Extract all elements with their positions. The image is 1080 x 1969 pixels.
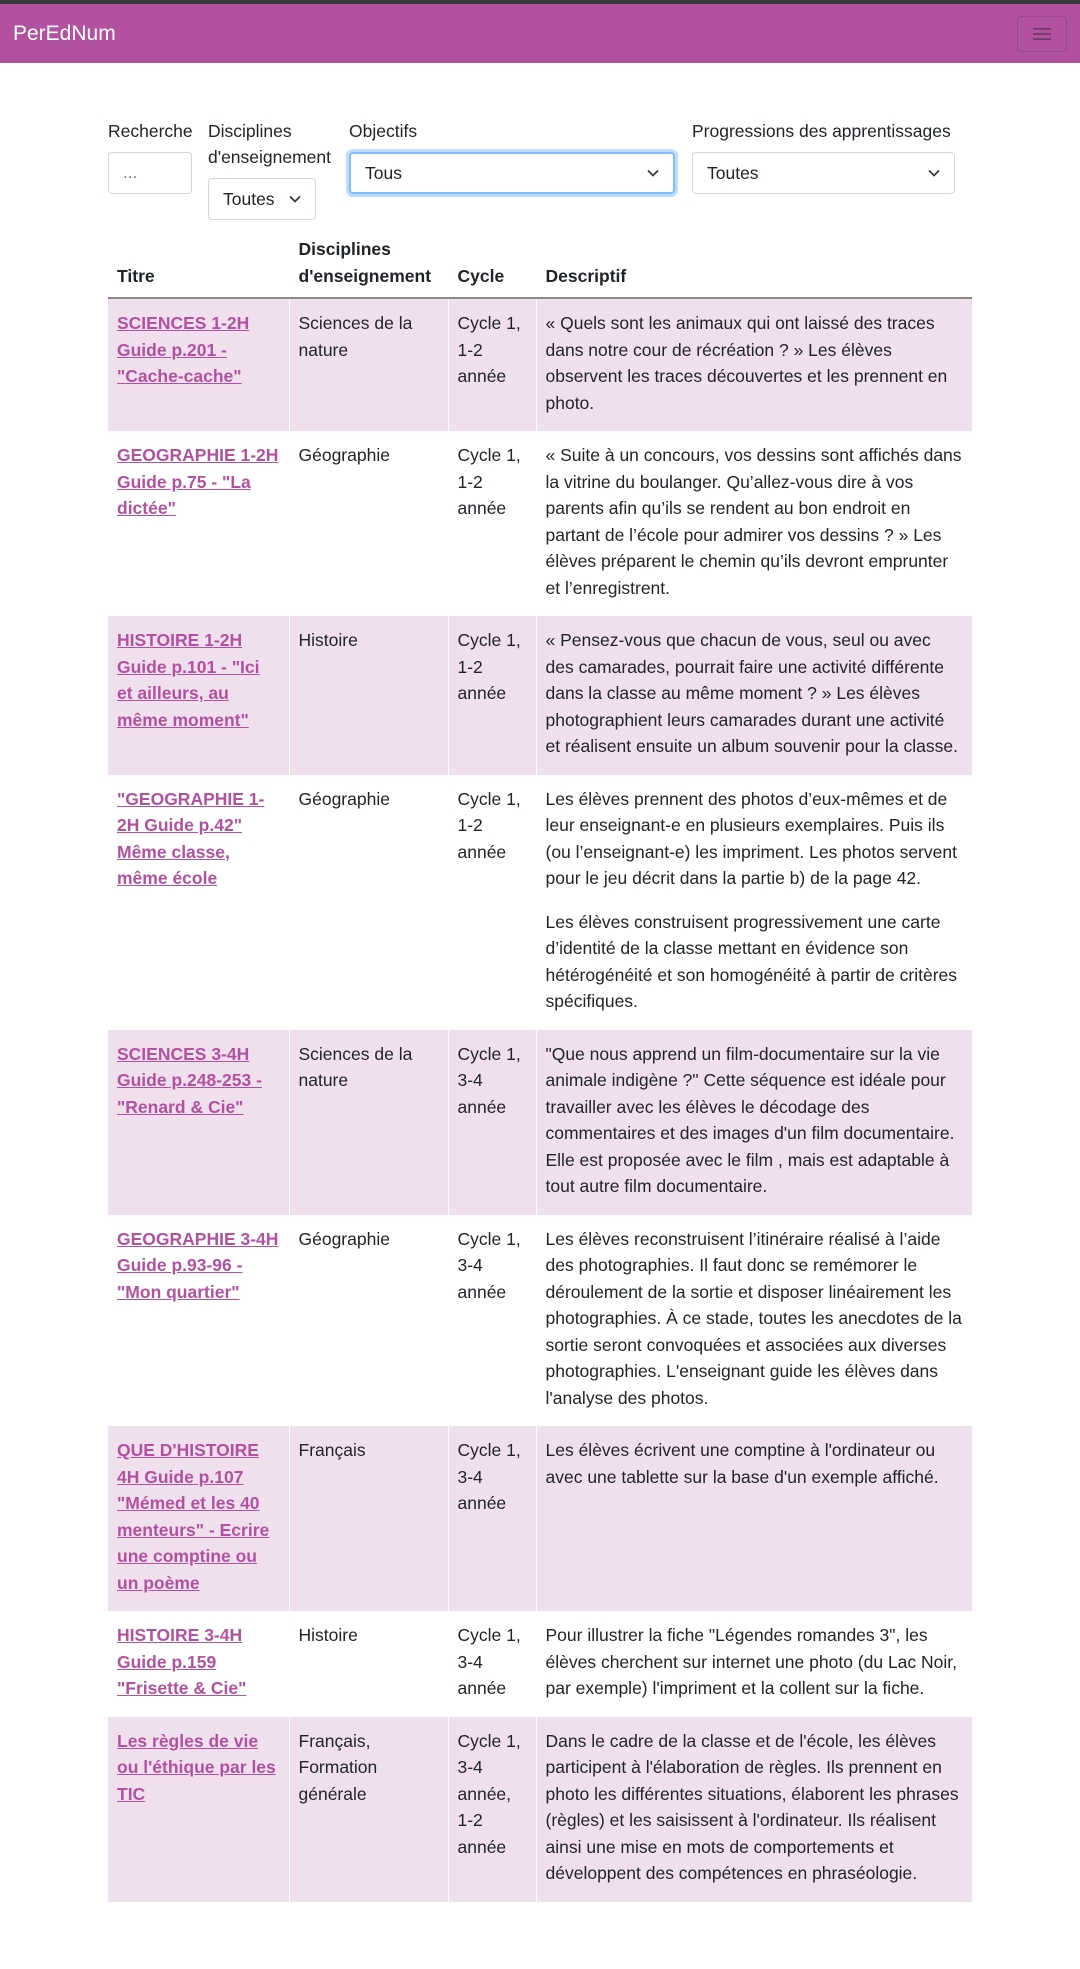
chevron-down-icon <box>647 169 659 177</box>
cycle-cell: Cycle 1, 3-4 année <box>448 1426 536 1611</box>
navbar-toggle-button[interactable] <box>1017 16 1067 52</box>
search-input[interactable]: ... <box>108 152 192 194</box>
table-row <box>108 298 972 431</box>
disciplines-label: Disciplines d'enseignement <box>208 121 332 167</box>
discipline-cell: Histoire <box>289 616 448 775</box>
hamburger-menu-icon <box>1033 27 1051 41</box>
objectifs-label: Objectifs <box>349 121 418 141</box>
description-paragraph: Les élèves prennent des photos d’eux-mêmes et de leur enseignant-e en plusieurs exemplaires. Puis ils (ou l’enseignant-e) les impriment. Les photos servent pour le jeu décrit dans la partie b) de la page 42. <box>545 788 957 888</box>
column-header-cycle: Cycle <box>448 228 536 298</box>
discipline-cell: Géographie <box>289 1215 448 1427</box>
cycle-cell: Cycle 1, 3-4 année <box>448 1215 536 1427</box>
discipline-cell: Histoire <box>289 1611 448 1717</box>
resource-title-link[interactable]: GEOGRAPHIE 1-2H Guide p.75 - "La dictée" <box>117 445 279 518</box>
chevron-down-icon <box>289 195 301 203</box>
table-row <box>108 1611 972 1717</box>
description-paragraph: « Pensez-vous que chacun de vous, seul ou avec des camarades, pourrait faire une activité différente dans la classe au même moment ? » Les élèves photographient leurs camarades durant une activité et réalisent ensuite un album souvenir pour la classe. <box>545 630 958 756</box>
objectifs-select-value: Tous <box>365 162 402 183</box>
resource-title-link[interactable]: SCIENCES 3-4H Guide p.248-253 - "Renard & Cie" <box>117 1043 262 1117</box>
cycle-cell: Cycle 1, 1-2 année <box>448 616 536 775</box>
description-paragraph: Pour illustrer la fiche "Légendes romandes 3", les élèves cherchent sur internet une photo (du Lac Noir, par exemple) l'impriment et la collent sur la fiche. <box>545 1625 957 1698</box>
resource-title-link[interactable]: HISTOIRE 3-4H Guide p.159 "Frisette & Cie" <box>117 1625 247 1698</box>
description-cell <box>536 431 972 616</box>
cycle-cell: Cycle 1, 1-2 année <box>448 775 536 1030</box>
resource-title-link[interactable]: QUE D'HISTOIRE 4H Guide p.107 "Mémed et les 40 menteurs" - Ecrire une comptine ou un poème <box>117 1440 270 1593</box>
table-row <box>108 1426 972 1611</box>
description-paragraph: Dans le cadre de la classe et de l'école, les élèves participent à l'élaboration de règles. Ils prennent en photo les différentes situations, élaborent les phrases (règles) et les saisissent à l'ordinateur. Ils réalisent ainsi une mise en mots de comportements et développent des compétences en phraséologie. <box>545 1730 959 1883</box>
discipline-cell: Sciences de la nature <box>289 1030 448 1215</box>
disciplines-select[interactable] <box>208 178 316 220</box>
cycle-cell: Cycle 1, 3-4 année <box>448 1611 536 1717</box>
table-row <box>108 1215 972 1427</box>
description-cell <box>536 1426 972 1611</box>
table-row <box>108 775 972 1030</box>
disciplines-group <box>208 118 332 220</box>
chevron-down-icon <box>928 169 940 177</box>
description-cell <box>536 1611 972 1717</box>
table-row <box>108 616 972 775</box>
resource-title-link[interactable]: SCIENCES 1-2H Guide p.201 - "Cache-cache" <box>117 313 250 386</box>
cycle-cell: Cycle 1, 3-4 année, 1-2 année <box>448 1717 536 1902</box>
description-cell <box>536 616 972 775</box>
description-paragraph: Les élèves écrivent une comptine à l'ordinateur ou avec une tablette sur la base d'un exemple affiché. <box>545 1440 939 1487</box>
brand-logo[interactable]: PerEdNum <box>13 21 116 45</box>
disciplines-select-value: Toutes <box>223 188 275 209</box>
table-body <box>108 298 972 1902</box>
description-paragraph: "Que nous apprend un film-documentaire sur la vie animale indigène ?" Cette séquence est idéale pour travailler avec les élèves le décodage des commentaires et des images d'un film documentaire. Elle est proposée avec le film , mais est adaptable à tout autre film documentaire. <box>545 1043 955 1196</box>
cycle-cell: Cycle 1, 1-2 année <box>448 431 536 616</box>
table-header-row <box>108 228 972 298</box>
description-paragraph: Les élèves construisent progressivement une carte d’identité de la classe mettant en évidence son hétérogénéité et son homogénéité à partir de critères spécifiques. <box>545 911 958 1011</box>
description-cell <box>536 775 972 1030</box>
column-header-disciplines: Disciplines d'enseignement <box>289 228 448 298</box>
table-row <box>108 1717 972 1902</box>
description-cell <box>536 1215 972 1427</box>
objectifs-group <box>349 118 675 194</box>
main-content <box>0 63 1080 1902</box>
description-cell <box>536 1717 972 1902</box>
description-cell <box>536 1030 972 1215</box>
cycle-cell: Cycle 1, 1-2 année <box>448 298 536 431</box>
discipline-cell: Géographie <box>289 431 448 616</box>
objectifs-select[interactable] <box>349 152 675 194</box>
discipline-cell: Français, Formation générale <box>289 1717 448 1902</box>
description-paragraph: « Suite à un concours, vos dessins sont affichés dans la vitrine du boulanger. Qu’allez-vous dire à vos parents afin qu’ils se rendent au bon endroit en partant de l’école pour admirer vos dessins ? » Les élèves préparent le chemin qu’ils devront emprunter et l’enregistrent. <box>545 445 962 598</box>
progressions-label: Progressions des apprentissages <box>692 121 951 141</box>
description-paragraph: Les élèves reconstruisent l’itinéraire réalisé à l’aide des photographies. Il faut donc se remémorer le déroulement de la sortie et disposer linéairement les photographies. À ce stade, toutes les anecdotes de la sortie seront convoquées et associées aux diverses photographies. L'enseignant guide les élèves dans l'analyse des photos. <box>545 1228 962 1408</box>
column-header-descriptif: Descriptif <box>536 228 972 298</box>
resource-title-link[interactable]: HISTOIRE 1-2H Guide p.101 - "Ici et ailleurs, au même moment" <box>117 630 260 730</box>
resources-table <box>108 228 972 1902</box>
table-row <box>108 431 972 616</box>
progressions-select[interactable] <box>692 152 955 194</box>
description-cell <box>536 298 972 431</box>
description-paragraph: « Quels sont les animaux qui ont laissé des traces dans notre cour de récréation ? » Les élèves observent les traces découvertes et les prennent en photo. <box>545 313 948 413</box>
discipline-cell: Sciences de la nature <box>289 298 448 431</box>
progressions-select-value: Toutes <box>707 162 759 183</box>
discipline-cell: Français <box>289 1426 448 1611</box>
cycle-cell: Cycle 1, 3-4 année <box>448 1030 536 1215</box>
column-header-titre: Titre <box>108 228 289 298</box>
discipline-cell: Géographie <box>289 775 448 1030</box>
resource-title-link[interactable]: GEOGRAPHIE 3-4H Guide p.93-96 - "Mon quartier" <box>117 1228 279 1302</box>
navbar <box>0 4 1080 63</box>
progressions-group <box>692 118 962 194</box>
search-label: Recherche <box>108 121 193 141</box>
resource-title-link[interactable]: "GEOGRAPHIE 1-2H Guide p.42" Même classe, même école <box>117 788 265 888</box>
filters-form <box>108 63 972 228</box>
resource-title-link[interactable]: Les règles de vie ou l'éthique par les TIC <box>117 1730 276 1804</box>
search-group <box>108 118 192 194</box>
table-row <box>108 1030 972 1215</box>
